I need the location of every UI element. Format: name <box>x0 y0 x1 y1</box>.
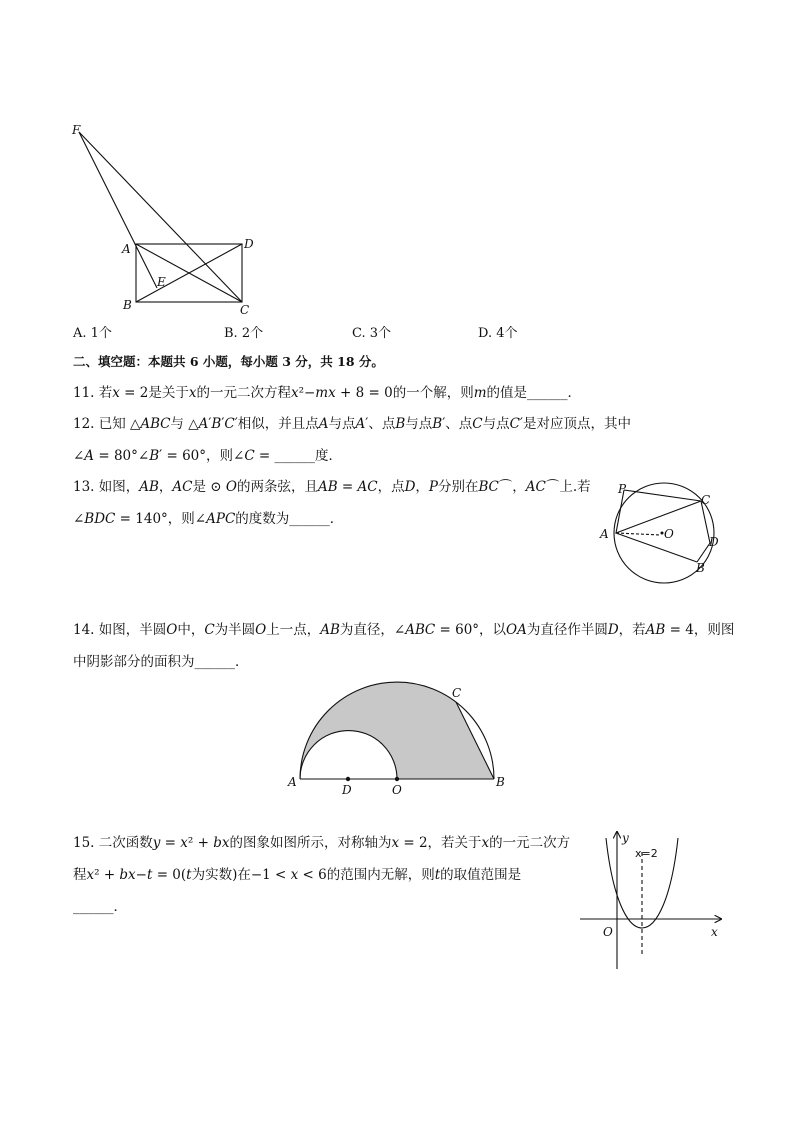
label-c: C <box>701 493 711 507</box>
point-o <box>395 777 399 781</box>
question-13-line-2: ∠𝐵𝐷𝐶 = 140°，则∠𝐴𝑃𝐶的度数为______． <box>73 511 344 527</box>
label-e: E <box>157 275 166 289</box>
option-b: B. 2个 <box>224 326 264 341</box>
segment-fe <box>79 132 157 288</box>
option-c: C. 3个 <box>352 326 392 341</box>
option-a: A. 1个 <box>73 326 112 341</box>
label-y: y <box>622 831 629 845</box>
label-o: O <box>664 527 674 541</box>
label-a: A <box>288 775 297 789</box>
question-15-line-3: ______． <box>73 899 127 915</box>
label-x: x <box>711 925 718 939</box>
question-15-line-1: 15. 二次函数𝑦 = 𝑥² + 𝑏𝑥的图象如图所示，对称轴为𝑥 = 2，若关于𝑥的一元二次方 <box>73 835 571 851</box>
label-a: A <box>122 242 131 256</box>
label-o: O <box>603 925 613 939</box>
shaded-region <box>300 682 494 779</box>
q15-parabola-figure <box>575 828 725 973</box>
label-p: P <box>618 482 627 496</box>
label-b: B <box>696 561 705 575</box>
label-a: A <box>600 527 609 541</box>
label-c: C <box>452 686 462 700</box>
label-o: O <box>392 783 402 797</box>
segment-ao <box>616 533 661 535</box>
q13-circle-figure <box>590 475 730 590</box>
label-d: D <box>709 535 719 549</box>
chord-ab <box>616 533 697 562</box>
label-b: B <box>496 775 505 789</box>
question-12-line-1: 12. 已知 △𝐴𝐵𝐶与 △𝐴′𝐵′𝐶′相似，并且点𝐴与点𝐴′、点𝐵与点𝐵′、点𝐶与点𝐶′是对应顶点，其中 <box>73 416 631 432</box>
label-c: C <box>240 303 250 317</box>
question-12-line-2: ∠𝐴 = 80°∠𝐵′ = 60°，则∠𝐶 = ______度． <box>73 448 343 464</box>
question-15-line-2: 程𝑥² + 𝑏𝑥−𝑡 = 0(𝑡为实数)在−1 < 𝑥 < 6的范围内无解，则𝑡的取值范围是 <box>73 867 522 883</box>
question-13-line-1: 13. 如图，𝐴𝐵，𝐴𝐶是 ⊙ 𝑂的两条弦，且𝐴𝐵 = 𝐴𝐶，点𝐷，𝑃分别在𝐵𝐶⌒，𝐴𝐶⌒上.若 <box>73 479 591 495</box>
section-header: 二、填空题：本题共 6 小题，每小题 3 分，共 18 分。 <box>73 354 384 369</box>
q14-semicircle-figure <box>285 675 515 800</box>
option-d: D. 4个 <box>478 326 518 341</box>
label-f: F <box>72 123 81 137</box>
question-14-line-2: 中阴影部分的面积为______． <box>73 654 249 670</box>
label-b: B <box>123 298 132 312</box>
label-axis-x2: x=2 <box>635 847 658 860</box>
point-d <box>346 777 350 781</box>
question-11: 11. 若𝑥 = 2是关于𝑥的一元二次方程𝑥²−𝑚𝑥 + 8 = 0的一个解，则𝑚的值是______． <box>73 385 581 401</box>
q10-geometry-figure <box>60 120 280 320</box>
label-d: D <box>342 783 352 797</box>
question-14-line-1: 14. 如图，半圆𝑂中，𝐶为半圆𝑂上一点，𝐴𝐵为直径，∠𝐴𝐵𝐶 = 60°，以𝑂𝐴为直径作半圆𝐷，若𝐴𝐵 = 4，则图 <box>73 622 735 638</box>
label-d: D <box>244 237 254 251</box>
chords <box>616 490 701 533</box>
